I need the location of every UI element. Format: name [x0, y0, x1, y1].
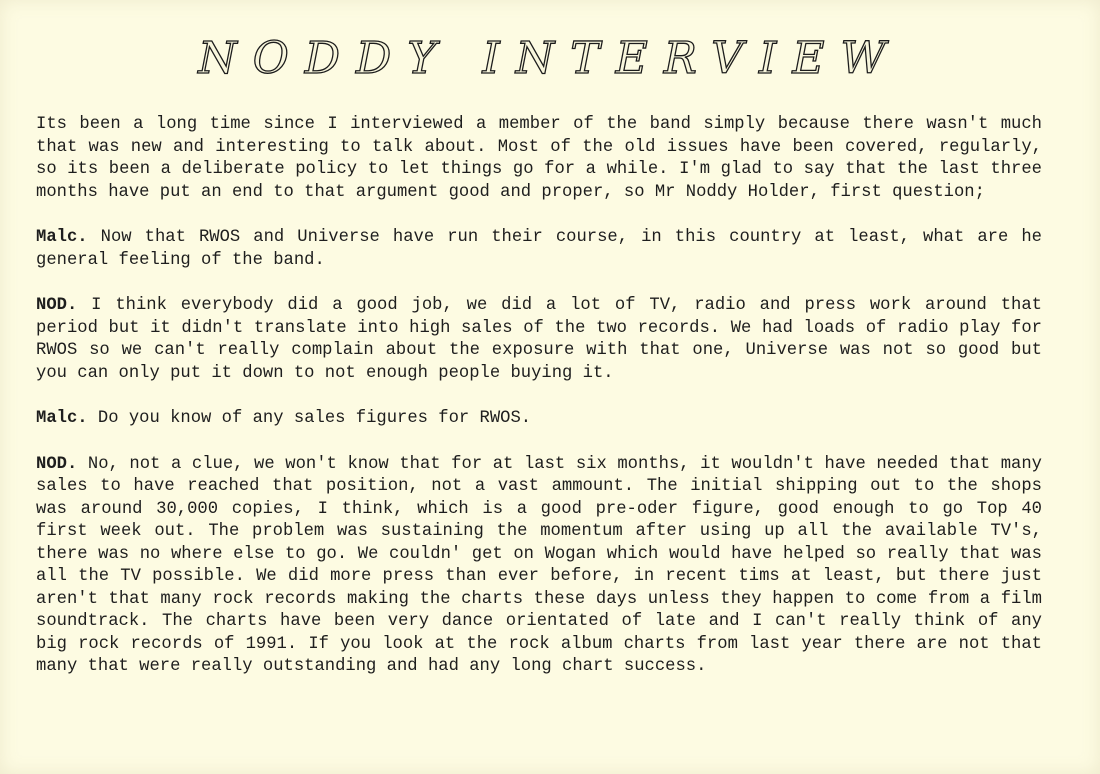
- question-paragraph: [36, 227, 1042, 272]
- paragraph-text: Now that RWOS and Universe have run their course, in this country at least, what are he general feeling of the band.: [36, 228, 1042, 270]
- paragraph-text: Its been a long time since I interviewed a member of the band simply because there wasn't much that was new and interesting to talk about. Most of the old issues have been covered, regularly, so its been a deliberate policy to let things go for a while. I'm glad to say that the last three months have put an end to that argument good and proper, so Mr Noddy Holder, first question;: [36, 115, 1042, 202]
- interview-body: [36, 114, 1042, 702]
- speaker-label: Malc.: [36, 228, 88, 247]
- paragraph-text: I think everybody did a good job, we did a lot of TV, radio and press work around that period but it didn't translate into high sales of the two records. We had loads of radio play for RWOS so we can't really complain about the exposure with that one, Universe was not so good but you can only put it down to not enough people buying it.: [36, 296, 1042, 383]
- answer-paragraph: [36, 295, 1042, 385]
- paragraph-text: No, not a clue, we won't know that for at last six months, it wouldn't have needed that many sales to have reached that position, not a vast ammount. The initial shipping out to the shops was around 30,000 copies, I think, which is a good pre-oder figure, good enough to go Top 40 first week out. The problem was sustaining the momentum after using up all the available TV's, there was no where else to go. We couldn' get on Wogan which would have helped so really that was all the TV possible. We did more press than ever before, in recent tims at least, but there just aren't that many rock records making the charts these days unless they happen to come from a film soundtrack. The charts have been very dance orientated of late and I can't really think of any big rock records of 1991. If you look at the rock album charts from last year there are not that many that were really outstanding and had any long chart success.: [36, 454, 1042, 676]
- speaker-label: NOD.: [36, 454, 78, 474]
- question-paragraph: [36, 408, 1042, 431]
- speaker-label: Malc.: [36, 409, 88, 428]
- answer-paragraph: [36, 454, 1042, 679]
- speaker-label: NOD.: [36, 296, 78, 315]
- intro-paragraph: [36, 114, 1042, 204]
- paragraph-text: Do you know of any sales figures for RWOS.: [97, 409, 532, 428]
- page-title: NODDY INTERVIEW: [198, 33, 902, 84]
